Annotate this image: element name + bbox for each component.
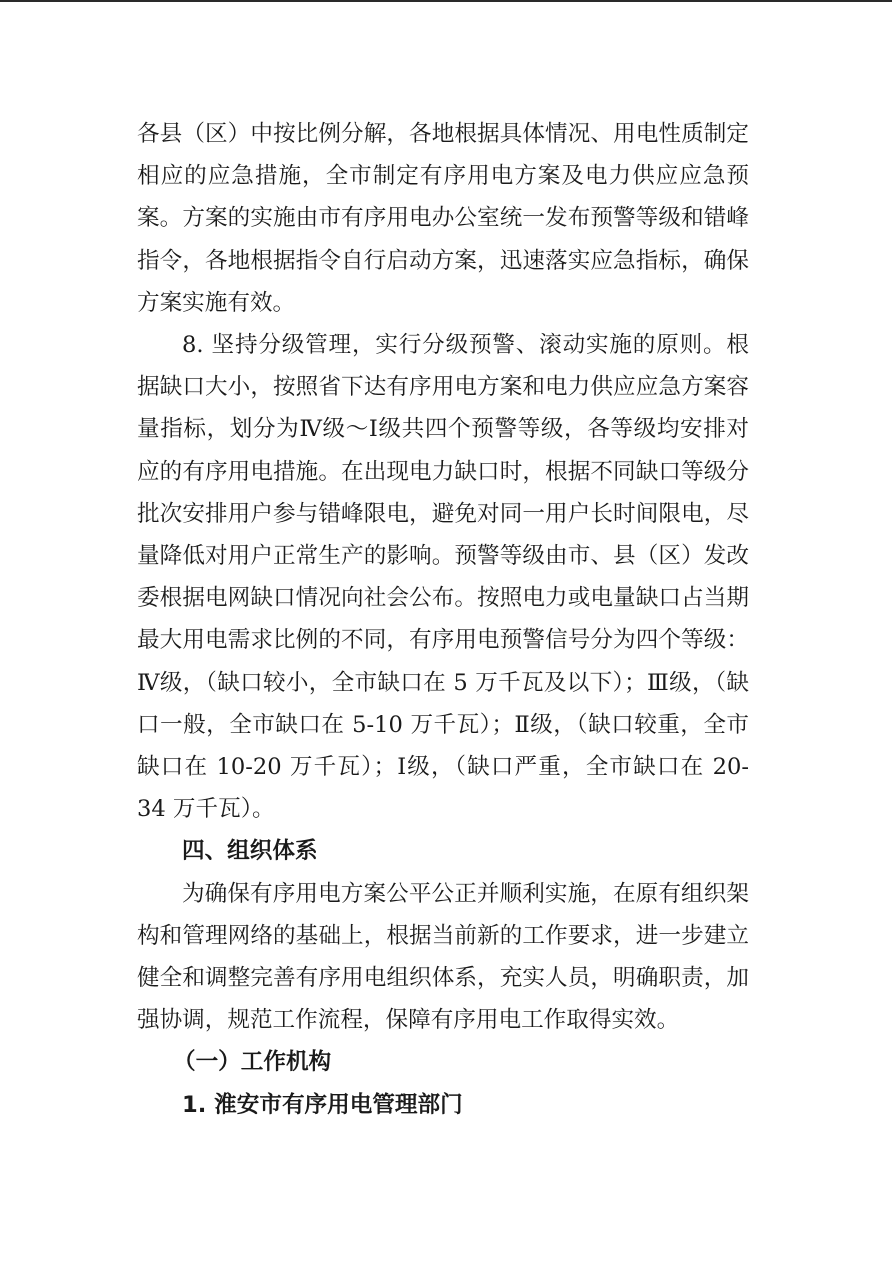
top-border-rule [0,0,892,2]
section-heading-organization: 四、组织体系 [182,838,318,865]
paragraph-organization-body: 为确保有序用电方案公平公正并顺利实施，在原有组织架构和管理网络的基础上，根据当前新的工作要求，进一步建立健全和调整完善有序用电组织体系，充实人员，明确职责，加强协调，规范工作流程，保障有序用电工作取得实效。 [137,880,749,1034]
document-page [137,113,749,1126]
item-heading-huaian-department: 1. 淮安市有序用电管理部门 [182,1091,463,1118]
paragraph-continuation: 各县（区）中按比例分解，各地根据具体情况、用电性质制定相应的应急措施，全市制定有序用电方案及电力供应应急预案。方案的实施由市有序用电办公室统一发布预警等级和错峰指令，各地根据指令自行启动方案，迅速落实应急指标，确保方案实施有效。 [137,121,749,316]
subsection-heading-work-agency: （一）工作机构 [173,1049,332,1076]
paragraph-item-8: 8. 坚持分级管理，实行分级预警、滚动实施的原则。根据缺口大小，按照省下达有序用电方案和电力供应应急方案容量指标，划分为Ⅳ级～Ⅰ级共四个预警等级，各等级均安排对应的有序用电措施。在出现电力缺口时，根据不同缺口等级分批次安排用户参与错峰限电，避免对同一用户长时间限电，尽量降低对用户正常生产的影响。预警等级由市、县（区）发改委根据电网缺口情况向社会公布。按照电力或电量缺口占当期最大用电需求比例的不同，有序用电预警信号分为四个等级：Ⅳ级，（缺口较小，全市缺口在 5 万千瓦及以下）；Ⅲ级，（缺口一般，全市缺口在 5-10 万千瓦）；Ⅱ级，（缺口较重，全市缺口在 10-20 万千瓦）；Ⅰ级，（缺口严重，全市缺口在 20-34 万千瓦）。 [137,332,749,823]
